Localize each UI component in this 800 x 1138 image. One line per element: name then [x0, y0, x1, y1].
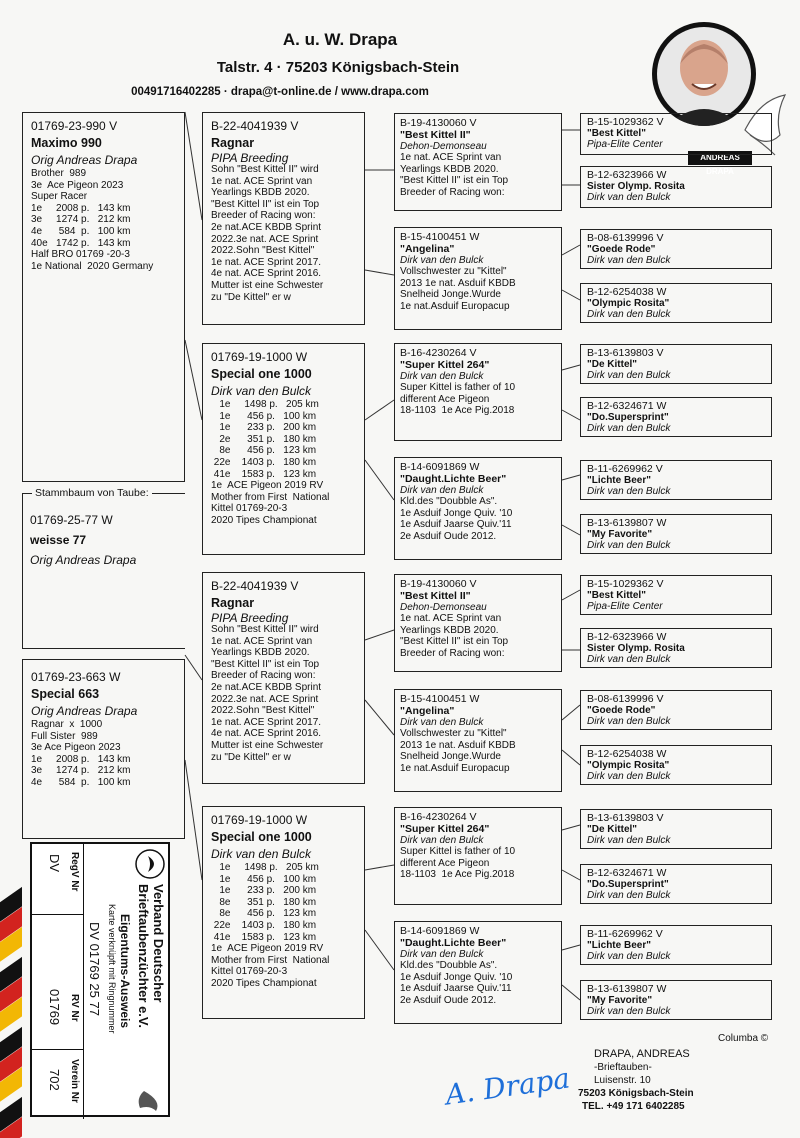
- grandparent-details: Kld.des "Doubble As". 1e Asduif Jonge Quiv. '10 1e Asduif Jaarse Quiv.'11 2e Asduif Oude 2012.: [400, 496, 513, 542]
- great-grandparent-breeder: Dirk van den Bulck: [587, 771, 671, 782]
- sire-dam-box: [202, 343, 365, 555]
- great-grandparent-box: [580, 514, 772, 554]
- grandparent-box: [394, 227, 562, 330]
- footer-line2: -Brieftauben-: [594, 1062, 652, 1073]
- subject-breeder: Orig Andreas Drapa: [30, 553, 137, 567]
- card-title: Eigentums-Ausweis: [118, 914, 132, 1029]
- bird-emblem-icon: [134, 1088, 164, 1114]
- breeder-contact: 00491716402285 · drapa@t-online.de / www.drapa.com: [131, 86, 429, 98]
- sire-sire-breeder: PIPA Breeding: [211, 151, 289, 165]
- grandparent-ring: B-19-4130060 V: [400, 578, 477, 590]
- grandparent-ring: B-14-6091869 W: [400, 925, 480, 937]
- sire-dam-details: 1e 1498 p. 205 km 1e 456 p. 100 km 1e 233 p. 200 km 2e 351 p. 180 km 8e 456 p. 123 km 22e 1403 p. 180 km 41e 1583 p. 123 km 1e ACE Pigeon 2019 RV Mother from First National Kittel 01769-20-3 2020 Tipes Championat: [211, 399, 330, 526]
- grandparent-details: 1e nat. ACE Sprint van Yearlings KBDB 2020. "Best Kittel II" ist ein Top Breeder of Racing won:: [400, 613, 509, 659]
- great-grandparent-breeder: Dirk van den Bulck: [587, 423, 671, 434]
- dam-sire-ring: B-22-4041939 V: [211, 579, 299, 593]
- grandparent-name: "Daught.Lichte Beer": [400, 937, 507, 949]
- grandparent-name: "Daught.Lichte Beer": [400, 473, 507, 485]
- great-grandparent-name: "Lichte Beer": [587, 475, 651, 486]
- card-divider-v1: [32, 914, 84, 915]
- grandparent-breeder: Dehon-Demonseau: [400, 602, 487, 613]
- great-grandparent-breeder: Dirk van den Bulck: [587, 255, 671, 266]
- verein-value: 702: [47, 1069, 62, 1091]
- great-grandparent-box: [580, 745, 772, 785]
- footer-tel: TEL. +49 171 6402285: [582, 1101, 685, 1112]
- great-grandparent-breeder: Dirk van den Bulck: [587, 716, 671, 727]
- great-grandparent-box: [580, 397, 772, 437]
- great-grandparent-name: "De Kittel": [587, 824, 638, 835]
- grandparent-box: [394, 807, 562, 905]
- great-grandparent-name: "Lichte Beer": [587, 940, 651, 951]
- grandparent-breeder: Dirk van den Bulck: [400, 835, 484, 846]
- dam-breeder: Orig Andreas Drapa: [31, 704, 138, 718]
- great-grandparent-box: [580, 229, 772, 269]
- great-grandparent-ring: B-13-6139803 V: [587, 812, 664, 824]
- great-grandparent-breeder: Dirk van den Bulck: [587, 309, 671, 320]
- grandparent-box: [394, 574, 562, 672]
- great-grandparent-box: [580, 809, 772, 849]
- grandparent-breeder: Dirk van den Bulck: [400, 371, 484, 382]
- sire-sire-box: [202, 112, 365, 325]
- grandparent-name: "Angelina": [400, 243, 455, 255]
- great-grandparent-ring: B-11-6269962 V: [587, 463, 663, 475]
- great-grandparent-box: [580, 283, 772, 323]
- great-grandparent-breeder: Dirk van den Bulck: [587, 192, 671, 203]
- grandparent-name: "Super Kittel 264": [400, 359, 490, 371]
- grandparent-details: Vollschwester zu "Kittel" 2013 1e nat. Asduif KBDB Snelheid Jonge.Wurde 1e nat.Asduif Europacup: [400, 728, 516, 774]
- great-grandparent-ring: B-08-6139996 V: [587, 232, 664, 244]
- dam-dam-box: [202, 806, 365, 1019]
- great-grandparent-breeder: Pipa-Elite Center: [587, 601, 663, 612]
- footer-name: DRAPA, ANDREAS: [594, 1048, 690, 1060]
- dam-name: Special 663: [31, 687, 100, 701]
- great-grandparent-ring: B-11-6269962 V: [587, 928, 663, 940]
- great-grandparent-name: Sister Olymp. Rosita: [587, 643, 685, 654]
- dam-sire-details: Sohn "Best Kittel II" wird 1e nat. ACE Sprint van Yearlings KBDB 2020. "Best Kittel II" ist ein Top Breeder of Racing won: 2e nat.ACE KBDB Sprint 2022.3e nat. ACE Sprint 2022.Sohn "Best Kittel" 1e nat. ACE Sprint 2017. 4e nat. ACE Sprint 2016. Mutter ist eine Schwester zu "De Kittel" er w: [211, 624, 324, 763]
- sire-dam-ring: 01769-19-1000 W: [211, 350, 308, 364]
- dam-sire-box: [202, 572, 365, 784]
- great-grandparent-ring: B-12-6324671 W: [587, 400, 667, 412]
- great-grandparent-ring: B-13-6139807 W: [587, 517, 667, 529]
- grandparent-box: [394, 343, 562, 441]
- grandparent-breeder: Dehon-Demonseau: [400, 141, 487, 152]
- grandparent-details: Super Kittel is father of 10 different Ace Pigeon 18-1103 1e Ace Pig.2018: [400, 382, 516, 417]
- copyright: Columba ©: [718, 1033, 769, 1044]
- great-grandparent-name: "De Kittel": [587, 359, 638, 370]
- grandparent-name: "Best Kittel II": [400, 590, 471, 602]
- sire-sire-details: Sohn "Best Kittel II" wird 1e nat. ACE Sprint van Yearlings KBDB 2020. "Best Kittel II" ist ein Top Breeder of Racing won: 2e nat.ACE KBDB Sprint 2022.3e nat. ACE Sprint 2022.Sohn "Best Kittel" 1e nat. ACE Sprint 2017. 4e nat. ACE Sprint 2016. Mutter ist eine Schwester zu "De Kittel" er w: [211, 164, 324, 303]
- grandparent-ring: B-16-4230264 V: [400, 347, 477, 359]
- great-grandparent-box: [580, 628, 772, 668]
- card-ring-number: DV 01769 25 77: [87, 922, 102, 1016]
- rv-label: RV Nr: [69, 994, 80, 1022]
- great-grandparent-box: [580, 925, 772, 965]
- subject-section-label: Stammbaum von Taube:: [32, 487, 152, 499]
- grandparent-details: 1e nat. ACE Sprint van Yearlings KBDB 2020. "Best Kittel II" ist ein Top Breeder of Racing won:: [400, 152, 509, 198]
- breeder-address: Talstr. 4 · 75203 Königsbach-Stein: [216, 59, 460, 76]
- great-grandparent-box: [580, 980, 772, 1020]
- card-divider-v2: [32, 1049, 84, 1050]
- grandparent-breeder: Dirk van den Bulck: [400, 717, 484, 728]
- sire-dam-breeder: Dirk van den Bulck: [211, 384, 312, 398]
- signature: A. Drapa: [443, 1061, 572, 1112]
- great-grandparent-name: "Goede Rode": [587, 705, 656, 716]
- grandparent-name: "Angelina": [400, 705, 455, 717]
- subject-ring: 01769-25-77 W: [30, 513, 113, 527]
- great-grandparent-breeder: Pipa-Elite Center: [587, 139, 663, 150]
- dam-dam-name: Special one 1000: [211, 830, 312, 844]
- grandparent-ring: B-16-4230264 V: [400, 811, 477, 823]
- great-grandparent-name: "My Favorite": [587, 529, 653, 540]
- great-grandparent-ring: B-15-1029362 V: [587, 116, 664, 128]
- grandparent-ring: B-19-4130060 V: [400, 117, 477, 129]
- association-emblem-icon: [134, 848, 166, 880]
- dam-dam-details: 1e 1498 p. 205 km 1e 456 p. 100 km 1e 233 p. 200 km 8e 351 p. 180 km 8e 456 p. 123 km 22e 1403 p. 180 km 41e 1583 p. 123 km 1e ACE Pigeon 2019 RV Mother from First National Kittel 01769-20-3 2020 Tipes Championat: [211, 862, 330, 989]
- sire-details: Brother 989 3e Ace Pigeon 2023 Super Racer 1e 2008 p. 143 km 3e 1274 p. 212 km 4e 584 p. 100 km 40e 1742 p. 143 km Half BRO 01769 -20-3 1e National 2020 Germany: [31, 168, 154, 272]
- dam-sire-breeder: PIPA Breeding: [211, 611, 289, 625]
- grandparent-details: Vollschwester zu "Kittel" 2013 1e nat. Asduif KBDB Snelheid Jonge.Wurde 1e nat.Asduif Europacup: [400, 266, 516, 312]
- great-grandparent-ring: B-13-6139807 W: [587, 983, 667, 995]
- great-grandparent-name: "Do.Supersprint": [587, 412, 669, 423]
- great-grandparent-ring: B-08-6139996 V: [587, 693, 664, 705]
- great-grandparent-name: Sister Olymp. Rosita: [587, 181, 685, 192]
- great-grandparent-breeder: Dirk van den Bulck: [587, 951, 671, 962]
- grandparent-box: [394, 113, 562, 211]
- grandparent-breeder: Dirk van den Bulck: [400, 255, 484, 266]
- card-subtitle: Karte verknüpft mit Ringnummer: [107, 904, 117, 1034]
- great-grandparent-name: "Goede Rode": [587, 244, 656, 255]
- great-grandparent-ring: B-12-6323966 W: [587, 169, 667, 181]
- great-grandparent-name: "Best Kittel": [587, 590, 646, 601]
- grandparent-ring: B-15-4100451 W: [400, 231, 480, 243]
- grandparent-breeder: Dirk van den Bulck: [400, 949, 484, 960]
- logo-banner: ANDREAS DRAPA: [688, 151, 752, 165]
- great-grandparent-breeder: Dirk van den Bulck: [587, 654, 671, 665]
- great-grandparent-ring: B-12-6254038 W: [587, 286, 667, 298]
- card-divider: [83, 844, 84, 1119]
- grandparent-details: Super Kittel is father of 10 different Ace Pigeon 18-1103 1e Ace Pig.2018: [400, 846, 516, 881]
- great-grandparent-box: [580, 864, 772, 904]
- footer-line3: Luisenstr. 10: [594, 1075, 651, 1086]
- great-grandparent-name: "My Favorite": [587, 995, 653, 1006]
- regv-value: DV: [47, 854, 62, 873]
- great-grandparent-box: [580, 166, 772, 208]
- great-grandparent-box: [580, 113, 772, 155]
- great-grandparent-ring: B-12-6324671 W: [587, 867, 667, 879]
- dam-dam-ring: 01769-19-1000 W: [211, 813, 308, 827]
- subject-name: weisse 77: [30, 533, 87, 547]
- sire-name: Maximo 990: [31, 136, 102, 150]
- grandparent-box: [394, 689, 562, 792]
- rv-value: 01769: [47, 989, 62, 1026]
- sire-sire-ring: B-22-4041939 V: [211, 119, 299, 133]
- regv-label: RegV Nr: [69, 852, 80, 892]
- grandparent-ring: B-14-6091869 W: [400, 461, 480, 473]
- grandparent-name: "Super Kittel 264": [400, 823, 490, 835]
- great-grandparent-ring: B-15-1029362 V: [587, 578, 664, 590]
- grandparent-box: [394, 457, 562, 560]
- footer-line4: 75203 Königsbach-Stein: [578, 1088, 694, 1099]
- great-grandparent-box: [580, 690, 772, 730]
- breeder-name: A. u. W. Drapa: [282, 30, 398, 49]
- great-grandparent-ring: B-12-6254038 W: [587, 748, 667, 760]
- dam-dam-breeder: Dirk van den Bulck: [211, 847, 312, 861]
- ownership-card: [30, 842, 170, 1117]
- great-grandparent-breeder: Dirk van den Bulck: [587, 486, 671, 497]
- ownership-card-content: [32, 844, 172, 1119]
- grandparent-box: [394, 921, 562, 1024]
- grandparent-name: "Best Kittel II": [400, 129, 471, 141]
- dam-box: [22, 659, 185, 839]
- sire-breeder: Orig Andreas Drapa: [31, 153, 138, 167]
- sire-box: [22, 112, 185, 482]
- great-grandparent-name: "Do.Supersprint": [587, 879, 669, 890]
- dam-sire-name: Ragnar: [211, 596, 255, 610]
- org-line2: Brieftaubenzüchter e.V.: [136, 884, 151, 1029]
- great-grandparent-breeder: Dirk van den Bulck: [587, 540, 671, 551]
- great-grandparent-box: [580, 460, 772, 500]
- great-grandparent-breeder: Dirk van den Bulck: [587, 370, 671, 381]
- verein-label: Verein Nr: [69, 1059, 80, 1103]
- grandparent-details: Kld.des "Doubble As". 1e Asduif Jonge Quiv. '10 1e Asduif Jaarse Quiv.'11 2e Asduif Oude 2012.: [400, 960, 513, 1006]
- subject-box: [30, 510, 180, 570]
- great-grandparent-name: "Best Kittel": [587, 128, 646, 139]
- great-grandparent-breeder: Dirk van den Bulck: [587, 835, 671, 846]
- great-grandparent-name: "Olympic Rosita": [587, 298, 670, 309]
- great-grandparent-box: [580, 575, 772, 615]
- sire-dam-name: Special one 1000: [211, 367, 312, 381]
- great-grandparent-box: [580, 344, 772, 384]
- great-grandparent-breeder: Dirk van den Bulck: [587, 1006, 671, 1017]
- org-line1: Verband Deutscher: [151, 884, 166, 1003]
- great-grandparent-name: "Olympic Rosita": [587, 760, 670, 771]
- great-grandparent-ring: B-12-6323966 W: [587, 631, 667, 643]
- sire-ring: 01769-23-990 V: [31, 119, 118, 133]
- dam-ring: 01769-23-663 W: [31, 670, 121, 684]
- grandparent-ring: B-15-4100451 W: [400, 693, 480, 705]
- great-grandparent-ring: B-13-6139803 V: [587, 347, 664, 359]
- dam-details: Ragnar x 1000 Full Sister 989 3e Ace Pigeon 2023 1e 2008 p. 143 km 3e 1274 p. 212 km 4e 584 p. 100 km: [31, 719, 131, 788]
- great-grandparent-breeder: Dirk van den Bulck: [587, 890, 671, 901]
- grandparent-breeder: Dirk van den Bulck: [400, 485, 484, 496]
- flag-stripes: [0, 880, 22, 1138]
- sire-sire-name: Ragnar: [211, 136, 255, 150]
